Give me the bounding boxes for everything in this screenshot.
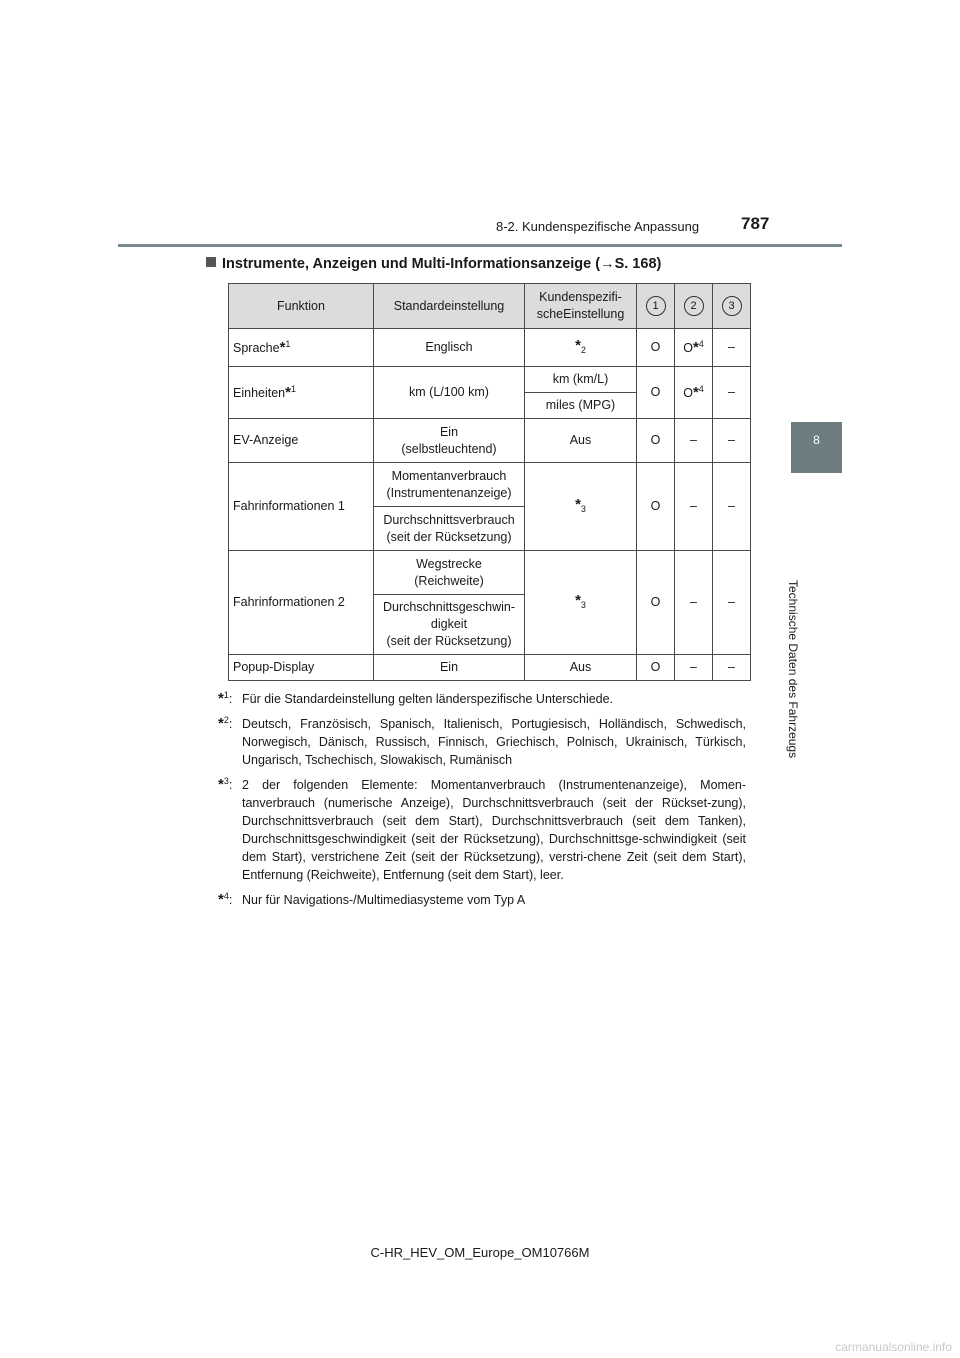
circled-1-icon: 1 [646, 296, 666, 316]
cell-col-3: – [713, 551, 751, 655]
section-heading-text: Instrumente, Anzeigen und Multi-Informationsanzeige (→S. 168) [222, 256, 662, 272]
cell-col-2: O*$^4$ [675, 329, 713, 367]
header-rule [118, 244, 842, 247]
chapter-number: 8 [813, 433, 820, 447]
header-col-3 [713, 284, 751, 329]
cell-col-3: – [713, 329, 751, 367]
table-header-row [229, 284, 751, 329]
chapter-tab [791, 422, 842, 473]
cell-function: Einheiten*$^1$ [229, 367, 374, 419]
header-default: Standardeinstellung [374, 284, 525, 329]
cell-default: Englisch [374, 329, 525, 367]
settings-table [228, 283, 751, 681]
cell-default: Durchschnittsverbrauch (seit der Rücksetzung) [374, 507, 525, 551]
table-row [229, 551, 751, 595]
cell-default: km (L/100 km) [374, 367, 525, 419]
cell-col-3: – [713, 463, 751, 551]
circled-3-icon: 3 [722, 296, 742, 316]
cell-col-1: O [637, 463, 675, 551]
cell-default: Wegstrecke (Reichweite) [374, 551, 525, 595]
cell-function: Sprache*$^1$ [229, 329, 374, 367]
cell-custom: km (km/L) [525, 367, 637, 393]
cell-col-2: O*$^4$ [675, 367, 713, 419]
cell-col-1: O [637, 551, 675, 655]
table-row [229, 329, 751, 367]
cell-function: Popup-Display [229, 655, 374, 681]
cell-col-2: – [675, 463, 713, 551]
cell-custom: $*_2$ [525, 329, 637, 367]
circled-2-icon: 2 [684, 296, 704, 316]
cell-col-3: – [713, 419, 751, 463]
document-id: C-HR_HEV_OM_Europe_OM10766M [370, 1245, 590, 1260]
cell-col-1: O [637, 655, 675, 681]
cell-custom: Aus [525, 655, 637, 681]
cell-col-3: – [713, 655, 751, 681]
section-heading [206, 256, 661, 272]
footnote-3: *$^3$: 2 der folgenden Elemente: Momentanverbrauch (Instrumentenanzeige), Momen-tanverbrauch (numerische Anzeige), Durchschnittsverbrauch (seit der Rückset-zung), Durchschnittsverbrauch (seit dem Start), Durchschnittsverbrauch (seit dem Tanken), Durchschnittsgeschwindigkeit (seit der Rücksetzung), Durchschnittsge-schwindigkeit (seit dem Start), verstrichene Zeit (seit der Rücksetzung), verstri-chene Zeit (seit dem Start), Entfernung (Reichweite), Entfernung (seit dem Start), leer. [218, 776, 746, 882]
footnote-2: *$^2$: Deutsch, Französisch, Spanisch, Italienisch, Portugiesisch, Holländisch, Schwedisch, Norwegisch, Dänisch, Russisch, Finnisch, Griechisch, Polnisch, Ukrainisch, Türkisch, Ungarisch, Tschechisch, Slowakisch, Rumänisch [218, 715, 746, 767]
header-custom: Kundenspezifi- scheEinstellung [525, 284, 637, 329]
cell-custom: miles (MPG) [525, 393, 637, 419]
cell-default: Momentanverbrauch (Instrumentenanzeige) [374, 463, 525, 507]
cell-custom: $*_3$ [525, 551, 637, 655]
header-section-title: 8-2. Kundenspezifische Anpassung [496, 219, 700, 234]
cell-default: Durchschnittsgeschwin- digkeit (seit der Rücksetzung) [374, 595, 525, 655]
page-number: 787 [741, 214, 770, 233]
cell-col-3: – [713, 367, 751, 419]
table-row [229, 463, 751, 507]
cell-col-1: O [637, 367, 675, 419]
table-row [229, 367, 751, 393]
cell-default: Ein (selbstleuchtend) [374, 419, 525, 463]
cell-col-1: O [637, 329, 675, 367]
cell-col-2: – [675, 551, 713, 655]
cell-function: EV-Anzeige [229, 419, 374, 463]
footnotes [218, 690, 746, 916]
header-col-1 [637, 284, 675, 329]
footnote-1: *$^1$: Für die Standardeinstellung gelten länderspezifische Unterschiede. [218, 690, 614, 707]
cell-function: Fahrinformationen 1 [229, 463, 374, 551]
chapter-label: Technische Daten des Fahrzeugs [786, 580, 800, 759]
header-function: Funktion [229, 284, 374, 329]
watermark: carmanualsonline.info [835, 1340, 952, 1354]
table-row [229, 419, 751, 463]
cell-col-1: O [637, 419, 675, 463]
table-row [229, 655, 751, 681]
square-bullet-icon [206, 257, 216, 267]
header-col-2 [675, 284, 713, 329]
cell-col-2: – [675, 655, 713, 681]
cell-default: Ein [374, 655, 525, 681]
footnote-4: *$^4$: Nur für Navigations-/Multimediasysteme vom Typ A [218, 891, 526, 908]
cell-col-2: – [675, 419, 713, 463]
cell-function: Fahrinformationen 2 [229, 551, 374, 655]
cell-custom: Aus [525, 419, 637, 463]
cell-custom: $*_3$ [525, 463, 637, 551]
